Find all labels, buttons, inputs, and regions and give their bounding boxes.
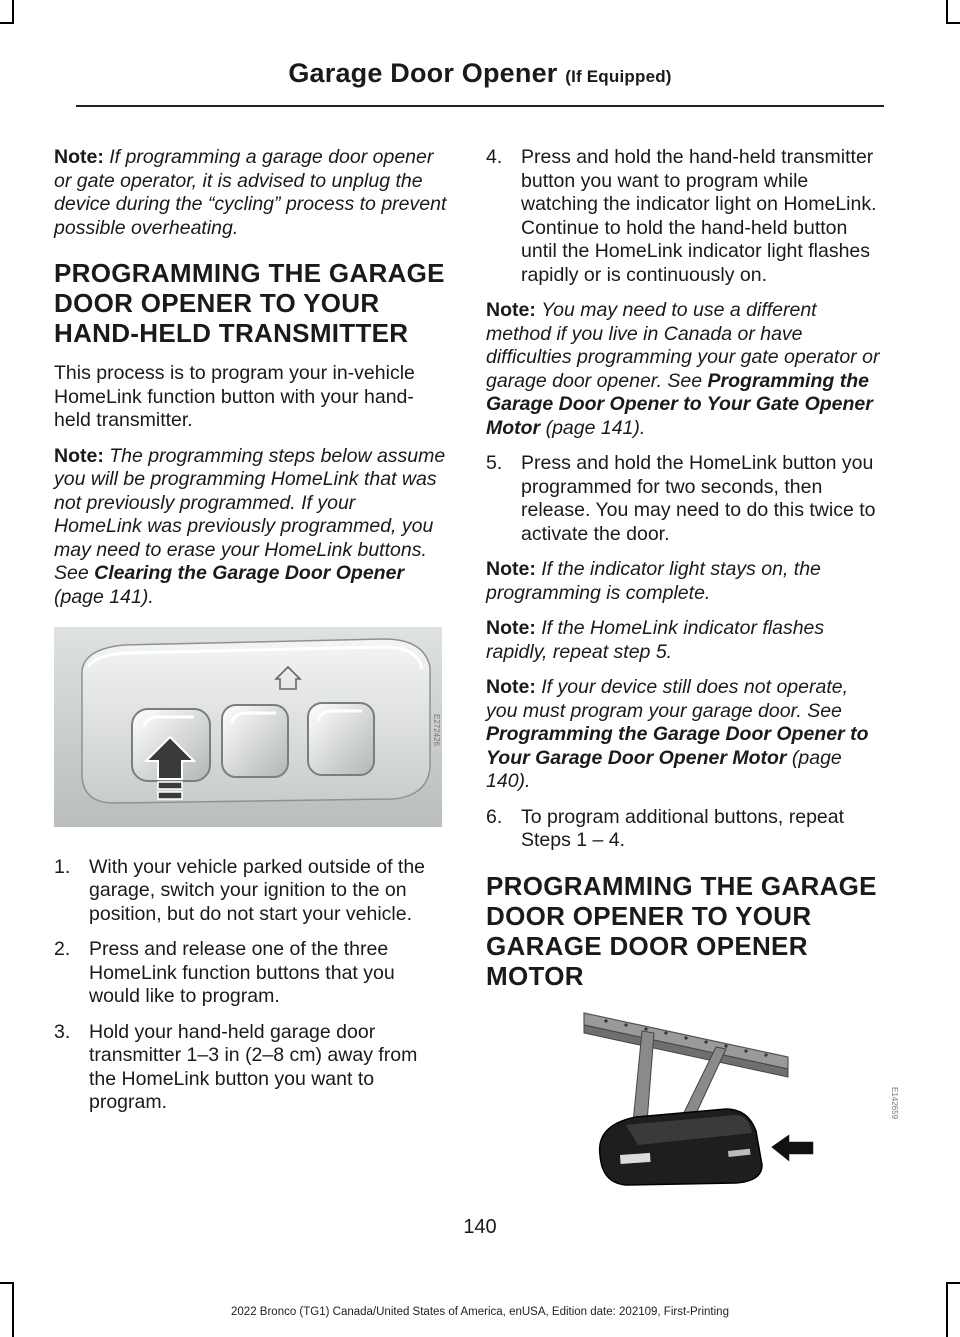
page-footer: 2022 Bronco (TG1) Canada/United States of America, enUSA, Edition date: 202109, First-Printing [231,1306,729,1318]
left-column [54,146,448,1127]
steps-list [54,856,448,1115]
homelink-buttons-figure [54,627,448,834]
figure-code: E272426 [431,714,441,747]
list-item: 6. To program additional buttons, repeat Steps 1 – 4. [486,805,845,851]
header-rule [76,105,884,107]
figure-code: E142659 [889,1086,899,1119]
list-item: 5. Press and hold the HomeLink button you programmed for two seconds, then release. You may need to do this twice to activate the door. [486,452,876,545]
note: Note: The programming steps below assume you will be programming HomeLink that was not previously programmed. If your HomeLink was previously programmed, you may need to erase your HomeLink buttons. See Clearing the Garage Door Opener (page 141). [54,444,446,608]
section-heading: PROGRAMMING THE GARAGE DOOR OPENER TO YOUR HAND-HELD TRANSMITTER [54,258,445,348]
header-title: Garage Door Opener [288,58,558,88]
crop-mark [946,22,960,24]
note: Note: If the indicator light stays on, the programming is complete. [486,558,821,604]
crop-mark [946,1282,960,1284]
cross-reference-link[interactable]: Programming the Garage Door Opener to Your Garage Door Opener Motor [486,723,869,769]
steps-list [486,452,880,546]
steps-list [486,146,880,287]
note: Note: You may need to use a different method if you live in Canada or have difficulties programming your gate operator or garage door opener. See Programming the Garage Door Opener to Your Gate Opener Motor (page 141). [486,299,880,439]
crop-mark [12,0,14,24]
cross-reference-link[interactable]: Programming the Garage Door Opener to Your Gate Opener Motor [486,369,873,439]
garage-door-motor-illustration [566,1005,856,1195]
opener-motor-figure [566,1005,899,1202]
cross-reference-link[interactable]: Clearing the Garage Door Opener [94,562,405,584]
steps-list [486,806,880,853]
right-column [486,146,899,1223]
list-item: 4. Press and hold the hand-held transmitter button you want to program while watching the indicator light on HomeLink. Continue to hold the hand-held button until the HomeLink indicator light flashes rapidly or is continuously on. [486,146,877,286]
page-number: 140 [463,1216,497,1238]
page-header [0,58,960,89]
crop-mark [0,22,14,24]
crop-mark [0,1282,14,1284]
homelink-buttons-illustration [54,627,442,827]
note: Note: If your device still does not operate, you must program your garage door. See Programming the Garage Door Opener to Your Garage Door Opener Motor (page 140). [486,676,869,792]
crop-mark [946,0,948,24]
intro-paragraph: This process is to program your in-vehicle HomeLink function button with your hand-held transmitter. [54,362,415,431]
note: Note: If programming a garage door opener or gate operator, it is advised to unplug the device during the “cycling” process to prevent possible overheating. [54,146,447,239]
list-item: 3. Hold your hand-held garage door transmitter 1–3 in (2–8 cm) away from the HomeLink button you want to program. [54,1020,418,1113]
section-heading: PROGRAMMING THE GARAGE DOOR OPENER TO YOUR GARAGE DOOR OPENER MOTOR [486,870,877,991]
header-subtitle: (If Equipped) [565,67,672,86]
list-item: 2. Press and release one of the three HomeLink function buttons that you would like to program. [54,938,395,1007]
list-item: 1. With your vehicle parked outside of the garage, switch your ignition to the on position, but do not start your vehicle. [54,855,426,925]
note: Note: If the HomeLink indicator flashes rapidly, repeat step 5. [486,617,825,663]
